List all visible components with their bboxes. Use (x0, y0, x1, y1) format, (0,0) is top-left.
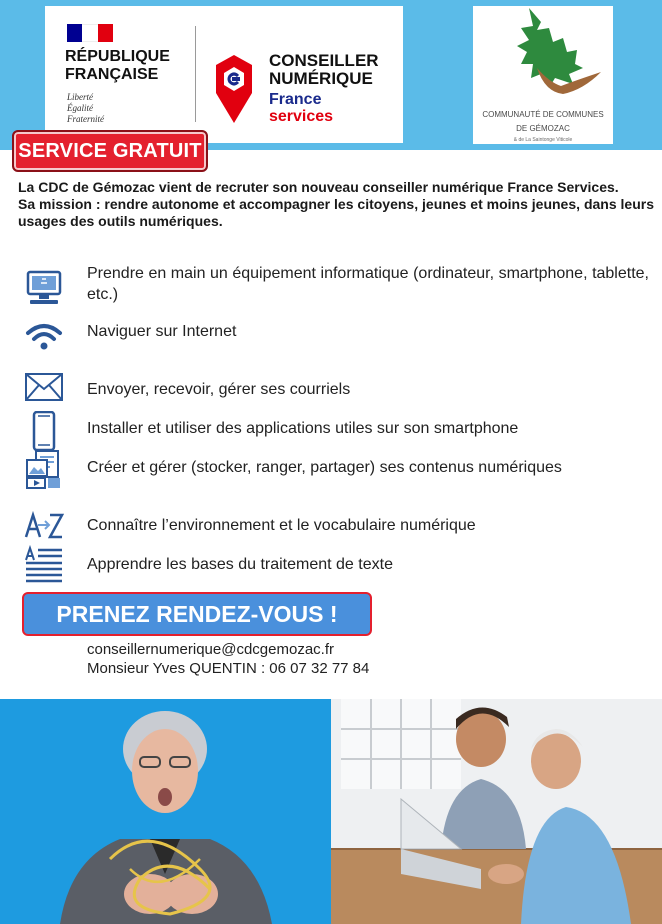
conseiller-numerique-label: CONSEILLER NUMÉRIQUE (269, 51, 379, 88)
republic-motto: Liberté Égalité Fraternité (67, 92, 104, 124)
france-label: France (269, 91, 322, 108)
a-to-z-icon (24, 505, 64, 545)
cdc-name-line2: DE GÉMOZAC (516, 124, 570, 133)
two-men-laptop-photo (331, 699, 662, 924)
cdc-name-line1: COMMUNAUTÉ DE COMMUNES (482, 110, 604, 119)
envelope-icon (24, 367, 64, 407)
intro-text (18, 179, 654, 230)
documents-icon (24, 450, 64, 490)
marianne-flag-icon (67, 24, 113, 42)
vine-leaf-icon (497, 8, 607, 103)
list-item-text: Créer et gérer (stocker, ranger, partager) ses contenus numériques (87, 459, 562, 476)
intro-paragraph-1: La CDC de Gémozac vient de recruter son nouveau conseiller numérique France Services. (18, 179, 619, 195)
contact-email[interactable]: conseillernumerique@cdcgemozac.fr (87, 641, 335, 658)
smartphone-icon (24, 411, 64, 451)
computer-icon (24, 268, 64, 308)
location-pin-icon (213, 53, 255, 125)
logo-divider (195, 26, 196, 122)
services-label: services (269, 108, 334, 125)
intro-paragraph-2: Sa mission : rendre autonome et accompagner les citoyens, jeunes et moins jeunes, dans leurs usages des outils numériques. (18, 196, 654, 229)
wifi-icon (24, 317, 64, 357)
elderly-woman-cable-photo (0, 699, 331, 924)
list-item-text: Apprendre les bases du traitement de texte (87, 556, 393, 573)
service-gratuit-badge: SERVICE GRATUIT (12, 130, 208, 172)
cdc-name-line3: & de La Saintonge Viticole (513, 137, 573, 143)
list-item-text: Connaître l’environnement et le vocabulaire numérique (87, 517, 476, 534)
list-item-text: Prendre en main un équipement informatique (ordinateur, smartphone, tablette, etc.) (87, 265, 649, 303)
republique-conseiller-logo (45, 6, 403, 143)
republique-francaise-label: RÉPUBLIQUE FRANÇAISE (65, 48, 170, 83)
cdc-gemozac-logo (473, 6, 613, 144)
list-item-text: Naviguer sur Internet (87, 323, 237, 340)
text-document-icon (24, 544, 64, 584)
list-item-text: Installer et utiliser des applications utiles sur son smartphone (87, 420, 519, 437)
list-item-text: Envoyer, recevoir, gérer ses courriels (87, 381, 351, 398)
prenez-rendez-vous-button[interactable]: PRENEZ RENDEZ-VOUS ! (22, 592, 372, 636)
contact-phone: Monsieur Yves QUENTIN : 06 07 32 77 84 (87, 660, 370, 677)
